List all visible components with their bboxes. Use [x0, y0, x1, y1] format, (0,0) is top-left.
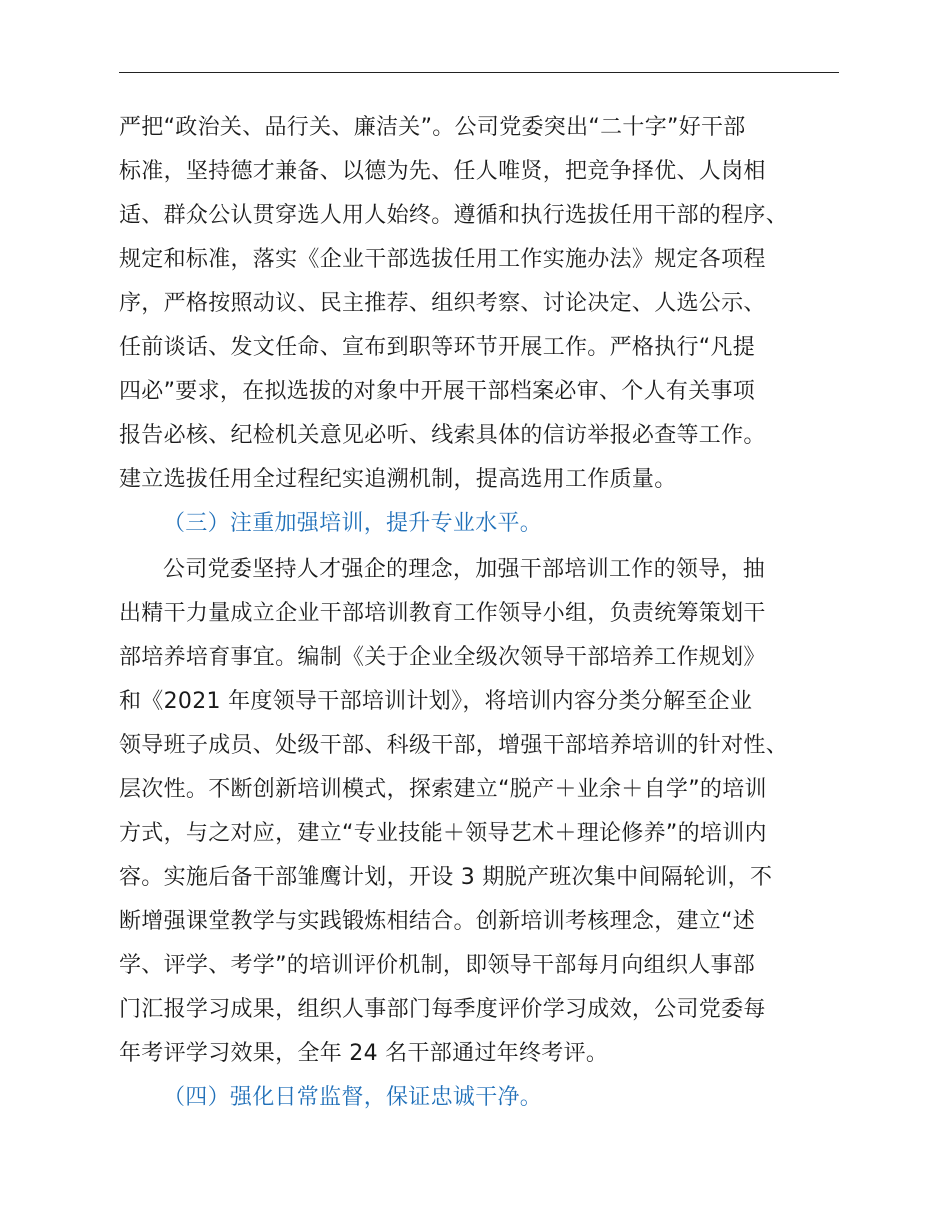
body-line: 公司党委坚持人才强企的理念，加强干部培训工作的领导，抽 — [163, 557, 766, 582]
body-line: 和《2021 年度领导干部培训计划》，将培训内容分类分解至企业 — [119, 689, 753, 714]
body-line: 适、群众公认贯穿选人用人始终。遵循和执行选拔任用干部的程序、 — [119, 203, 789, 228]
body-line: 任前谈话、发文任命、宣布到职等环节开展工作。严格执行“凡提 — [119, 335, 756, 360]
body-line: 四必”要求，在拟选拔的对象中开展干部档案必审、个人有关事项 — [119, 379, 756, 404]
body-line: 方式，与之对应，建立“专业技能＋领导艺术＋理论修养”的培训内 — [119, 821, 767, 846]
body-line: 规定和标准，落实《企业干部选拔任用工作实施办法》规定各项程 — [119, 247, 766, 272]
body-line: 出精干力量成立企业干部培训教育工作领导小组，负责统筹策划干 — [119, 601, 766, 626]
body-line: 年考评学习效果，全年 24 名干部通过年终考评。 — [119, 1041, 609, 1066]
header-rule — [119, 72, 839, 73]
body-line: 门汇报学习成果，组织人事部门每季度评价学习成效，公司党委每 — [119, 997, 766, 1022]
body-line: 序，严格按照动议、民主推荐、组织考察、讨论决定、人选公示、 — [119, 291, 766, 316]
body-line: 容。实施后备干部雏鹰计划，开设 3 期脱产班次集中间隔轮训，不 — [119, 865, 773, 890]
body-line: 严把“政治关、品行关、廉洁关”。公司党委突出“二十字”好干部 — [119, 115, 746, 140]
body-line: 报告必核、纪检机关意见必听、线索具体的信访举报必查等工作。 — [119, 423, 766, 448]
body-line: 部培养培育事宜。编制《关于企业全级次领导干部培养工作规划》 — [119, 645, 766, 670]
body-line: 学、评学、考学”的培训评价机制，即领导干部每月向组织人事部 — [119, 953, 756, 978]
body-line: 断增强课堂教学与实践锻炼相结合。创新培训考核理念，建立“述 — [119, 909, 756, 934]
section-heading-3: （三）注重加强培训，提升专业水平。 — [163, 511, 543, 536]
body-line: 建立选拔任用全过程纪实追溯机制，提高选用工作质量。 — [119, 467, 677, 492]
body-line: 领导班子成员、处级干部、科级干部，增强干部培养培训的针对性、 — [119, 733, 789, 758]
body-line: 标准，坚持德才兼备、以德为先、任人唯贤，把竞争择优、人岗相 — [119, 159, 766, 184]
section-heading-4: （四）强化日常监督，保证忠诚干净。 — [163, 1085, 543, 1110]
body-line: 层次性。不断创新培训模式，探索建立“脱产＋业余＋自学”的培训 — [119, 777, 767, 802]
